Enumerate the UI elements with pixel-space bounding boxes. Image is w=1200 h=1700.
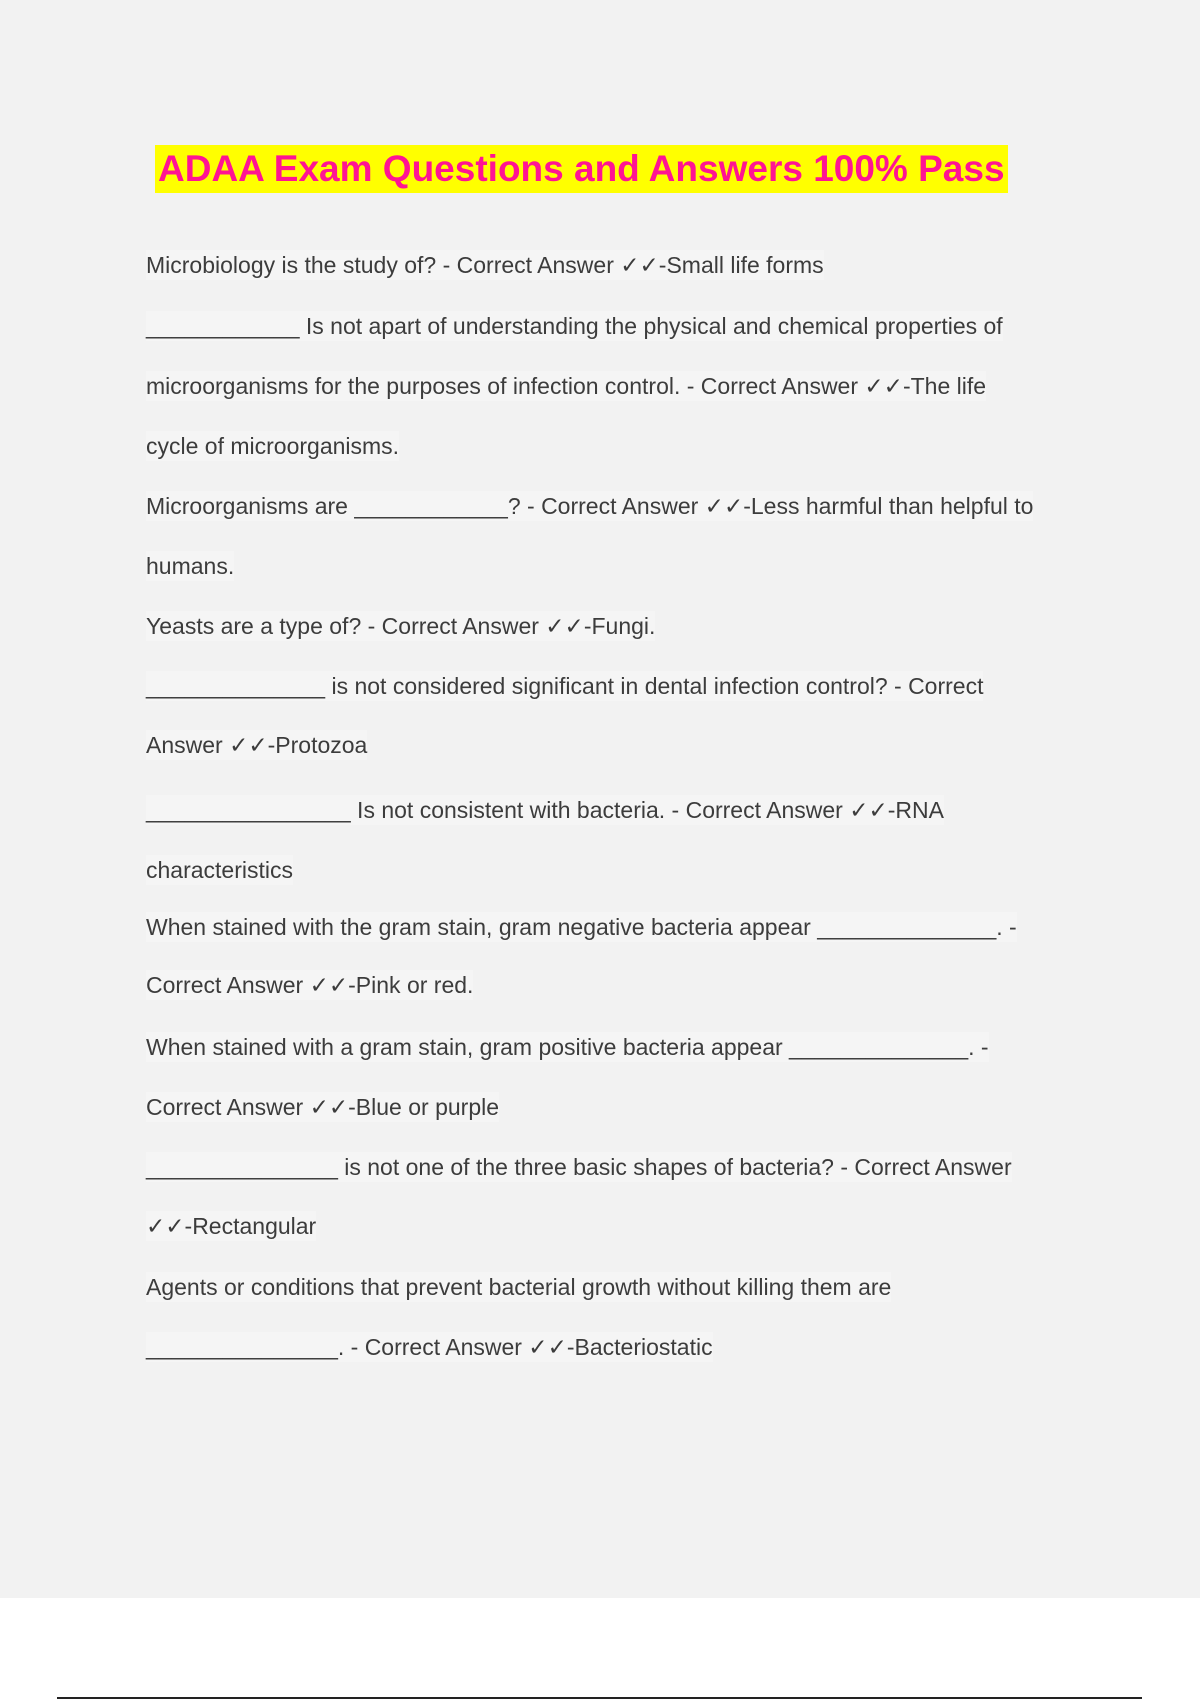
text-line-q6b: characteristics bbox=[146, 857, 293, 883]
text-line-q7b: Correct Answer ✓✓-Pink or red. bbox=[146, 972, 474, 998]
text-line-q7a: When stained with the gram stain, gram negative bacteria appear ______________. - bbox=[146, 914, 1017, 940]
text-line-q10b: _______________. - Correct Answer ✓✓-Bacteriostatic bbox=[146, 1334, 713, 1360]
text-line-q10a: Agents or conditions that prevent bacterial growth without killing them are bbox=[146, 1274, 892, 1300]
text-line-q3a: Microorganisms are ____________? - Correct Answer ✓✓-Less harmful than helpful to bbox=[146, 493, 1034, 519]
text-line-q9a: _______________ is not one of the three basic shapes of bacteria? - Correct Answer bbox=[146, 1154, 1012, 1180]
text-line-q2b: microorganisms for the purposes of infection control. - Correct Answer ✓✓-The life bbox=[146, 373, 987, 399]
text-line-q9b: ✓✓-Rectangular bbox=[146, 1213, 317, 1239]
text-line-q8b: Correct Answer ✓✓-Blue or purple bbox=[146, 1094, 500, 1120]
text-line-q5b: Answer ✓✓-Protozoa bbox=[146, 732, 368, 758]
text-line-q2a: ____________ Is not apart of understanding the physical and chemical properties of bbox=[146, 313, 1003, 339]
text-line-q3b: humans. bbox=[146, 553, 235, 579]
page-divider bbox=[57, 1697, 1142, 1699]
text-line-q8a: When stained with a gram stain, gram positive bacteria appear ______________. - bbox=[146, 1034, 989, 1060]
text-line-q1: Microbiology is the study of? - Correct Answer ✓✓-Small life forms bbox=[146, 252, 824, 278]
text-line-q6a: ________________ Is not consistent with bacteria. - Correct Answer ✓✓-RNA bbox=[146, 797, 944, 823]
text-line-q4: Yeasts are a type of? - Correct Answer ✓✓-Fungi. bbox=[146, 613, 656, 639]
document-title: ADAA Exam Questions and Answers 100% Pass bbox=[155, 145, 1008, 193]
text-line-q2c: cycle of microorganisms. bbox=[146, 433, 400, 459]
text-line-q5a: ______________ is not considered significant in dental infection control? - Correct bbox=[146, 673, 984, 699]
